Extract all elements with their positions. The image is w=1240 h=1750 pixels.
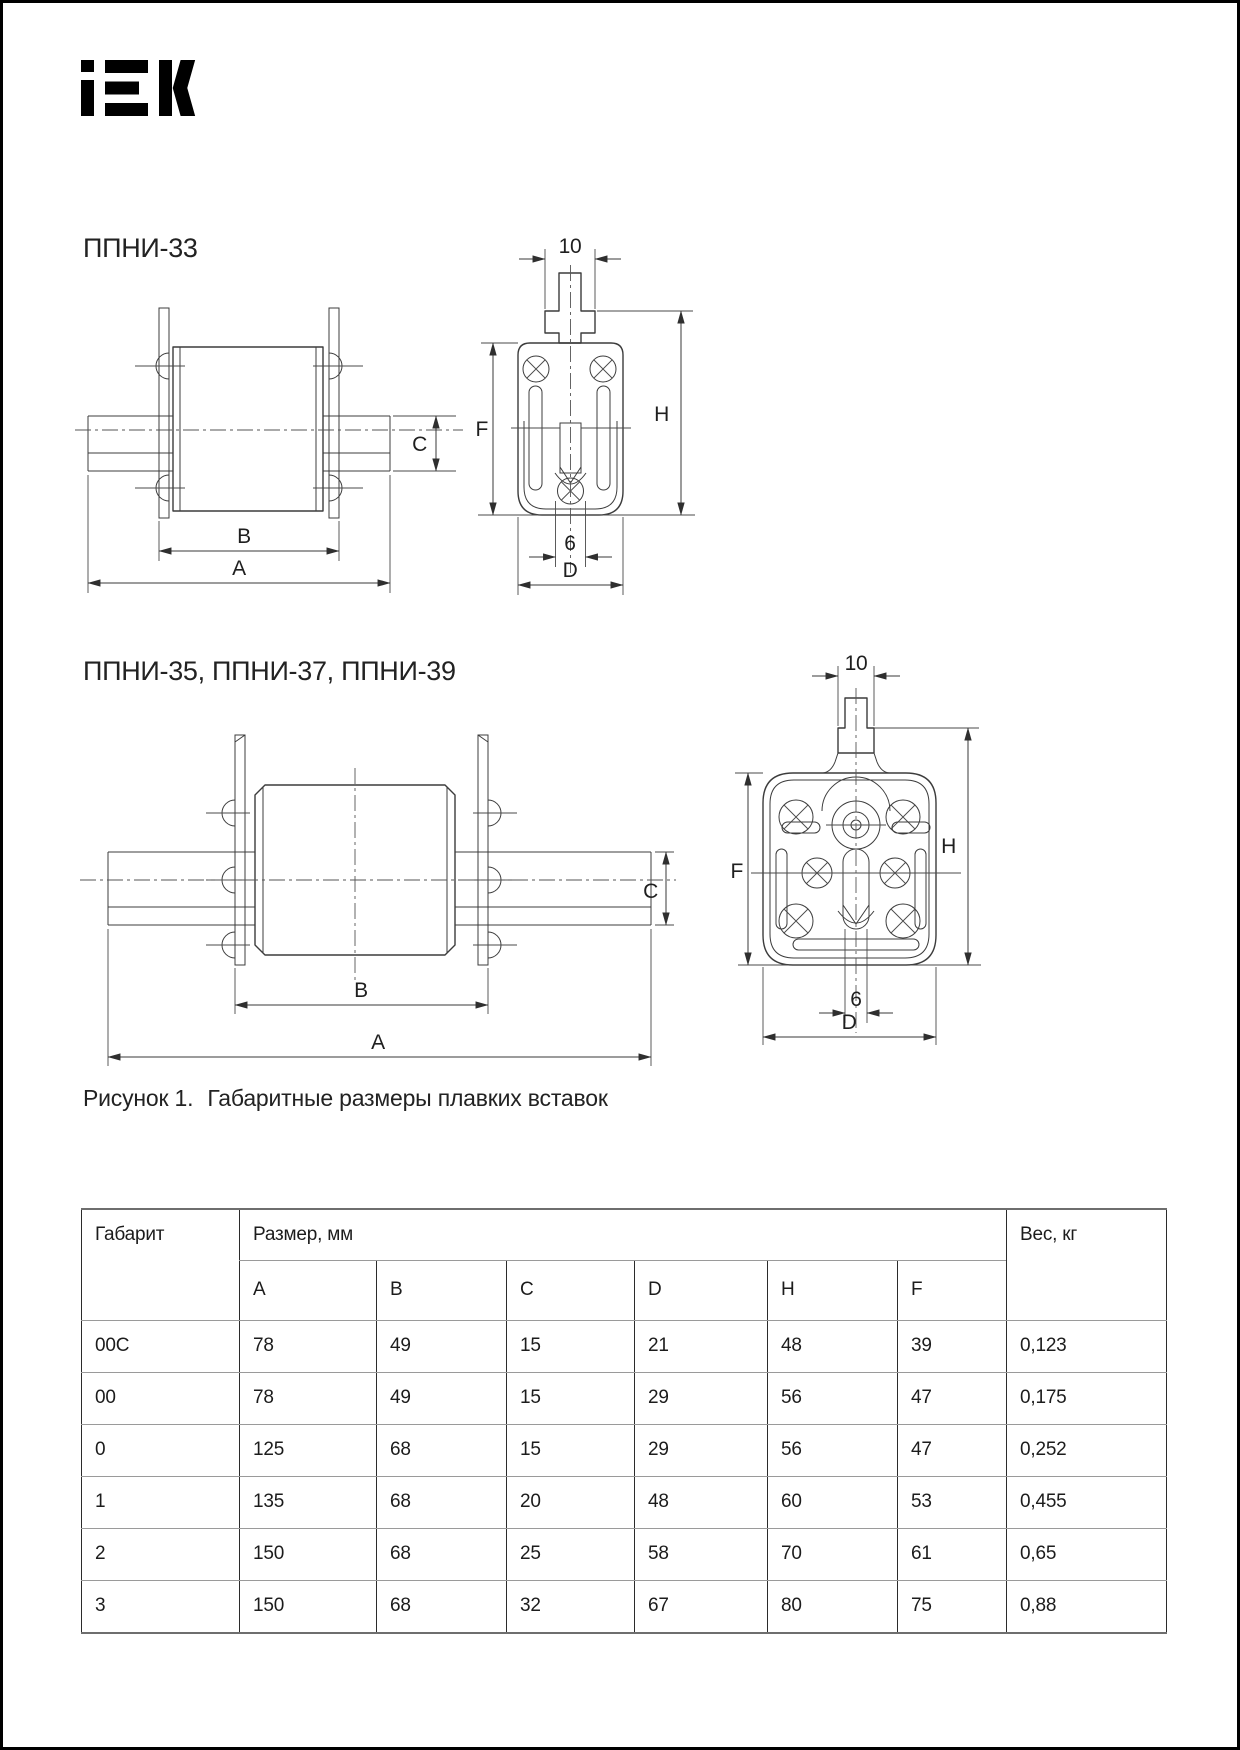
table-header-col-h: H — [781, 1279, 795, 1300]
table-gridline — [81, 1476, 1167, 1477]
dim-label-10: 10 — [558, 235, 582, 258]
table-cell: 56 — [781, 1439, 802, 1460]
dim-label-f: F — [730, 860, 743, 883]
table-gridline — [239, 1260, 1006, 1261]
table-gridline — [81, 1528, 1167, 1529]
table-gridline — [767, 1260, 768, 1632]
table-cell: 0,175 — [1020, 1387, 1067, 1408]
table-cell: 0,455 — [1020, 1491, 1067, 1512]
fuse-front-outline — [738, 688, 981, 1033]
table-cell: 2 — [95, 1543, 106, 1564]
table-cell: 68 — [390, 1543, 411, 1564]
table-header-gabarit: Габарит — [95, 1224, 165, 1245]
table-header-weight: Вес, кг — [1020, 1224, 1078, 1245]
table-cell: 21 — [648, 1335, 669, 1356]
table-cell: 47 — [911, 1439, 932, 1460]
table-gridline — [81, 1210, 82, 1632]
table-cell: 53 — [911, 1491, 932, 1512]
table-header-col-c: C — [520, 1279, 534, 1300]
section1-heading: ППНИ-33 — [83, 233, 198, 263]
table-gridline — [81, 1424, 1167, 1425]
table-header-size: Размер, мм — [253, 1224, 353, 1245]
table-cell: 48 — [648, 1491, 669, 1512]
table-cell: 150 — [253, 1543, 285, 1564]
dim-label-b: B — [354, 979, 368, 1002]
table-gridline — [81, 1372, 1167, 1373]
table-gridline — [897, 1260, 898, 1632]
table-cell: 15 — [520, 1335, 541, 1356]
table-cell: 0,123 — [1020, 1335, 1067, 1356]
table-cell: 0 — [95, 1439, 106, 1460]
table-cell: 0,88 — [1020, 1595, 1057, 1616]
table-header-col-f: F — [911, 1279, 923, 1300]
table-cell: 49 — [390, 1335, 411, 1356]
table-cell: 1 — [95, 1491, 106, 1512]
table-gridline — [376, 1260, 377, 1632]
table-cell: 15 — [520, 1439, 541, 1460]
dim-label-6: 6 — [564, 532, 576, 555]
iek-logo-glyphs — [81, 60, 189, 116]
table-header-col-a: A — [253, 1279, 266, 1300]
table-gridline — [81, 1320, 1167, 1321]
table-cell: 20 — [520, 1491, 541, 1512]
table-cell: 75 — [911, 1595, 932, 1616]
table-cell: 135 — [253, 1491, 285, 1512]
fuse-body-outline — [80, 735, 676, 983]
table-cell: 48 — [781, 1335, 802, 1356]
front-dimensions — [475, 235, 693, 595]
table-gridline — [634, 1260, 635, 1632]
table-gridline — [506, 1260, 507, 1632]
iek-logo — [81, 60, 196, 116]
dim-label-c: C — [643, 880, 658, 903]
table-cell: 32 — [520, 1595, 541, 1616]
table-gridline — [1006, 1210, 1007, 1632]
table-gridline — [81, 1580, 1167, 1581]
table-cell: 68 — [390, 1595, 411, 1616]
table-cell: 39 — [911, 1335, 932, 1356]
section2-heading: ППНИ-35, ППНИ-37, ППНИ-39 — [83, 656, 456, 686]
figure-caption-text: Габаритные размеры плавких вставок — [207, 1085, 608, 1111]
ppni35-front-view-drawing — [663, 633, 993, 1053]
table-cell: 58 — [648, 1543, 669, 1564]
dimensions-table — [81, 1208, 1167, 1634]
dim-label-a: A — [232, 557, 246, 580]
table-header-col-d: D — [648, 1279, 662, 1300]
table-cell: 00C — [95, 1335, 130, 1356]
figure-caption-number: Рисунок 1. — [83, 1085, 194, 1111]
table-cell: 3 — [95, 1595, 106, 1616]
table-cell: 70 — [781, 1543, 802, 1564]
table-cell: 29 — [648, 1387, 669, 1408]
table-cell: 47 — [911, 1387, 932, 1408]
table-cell: 29 — [648, 1439, 669, 1460]
side-dimensions — [108, 852, 674, 1066]
table-cell: 25 — [520, 1543, 541, 1564]
fuse-body-outline — [75, 308, 463, 518]
table-cell: 0,65 — [1020, 1543, 1057, 1564]
table-gridline — [239, 1210, 240, 1632]
dim-label-h: H — [941, 835, 956, 858]
dim-label-d: D — [841, 1011, 857, 1034]
table-cell: 80 — [781, 1595, 802, 1616]
table-header-col-b: B — [390, 1279, 403, 1300]
table-cell: 150 — [253, 1595, 285, 1616]
table-cell: 49 — [390, 1387, 411, 1408]
side-dimensions — [88, 416, 456, 593]
table-cell: 68 — [390, 1439, 411, 1460]
dim-label-d: D — [562, 559, 578, 582]
dim-label-c: C — [412, 433, 427, 456]
dim-label-10: 10 — [844, 652, 868, 675]
ppni33-side-view-drawing — [73, 263, 465, 598]
ppni33-front-view-drawing — [463, 221, 703, 601]
table-cell: 68 — [390, 1491, 411, 1512]
table-cell: 00 — [95, 1387, 116, 1408]
table-cell: 0,252 — [1020, 1439, 1067, 1460]
dim-label-f: F — [475, 418, 488, 441]
dim-label-6: 6 — [850, 988, 862, 1011]
table-cell: 125 — [253, 1439, 285, 1460]
dim-label-h: H — [654, 403, 669, 426]
table-cell: 67 — [648, 1595, 669, 1616]
table-cell: 15 — [520, 1387, 541, 1408]
table-cell: 60 — [781, 1491, 802, 1512]
table-cell: 56 — [781, 1387, 802, 1408]
table-cell: 78 — [253, 1387, 274, 1408]
table-gridline — [1166, 1210, 1167, 1632]
table-cell: 61 — [911, 1543, 932, 1564]
dim-label-a: A — [371, 1031, 385, 1054]
figure-caption — [83, 1085, 608, 1112]
ppni35-side-view-drawing — [78, 698, 678, 1078]
dim-label-b: B — [237, 525, 251, 548]
table-cell: 78 — [253, 1335, 274, 1356]
